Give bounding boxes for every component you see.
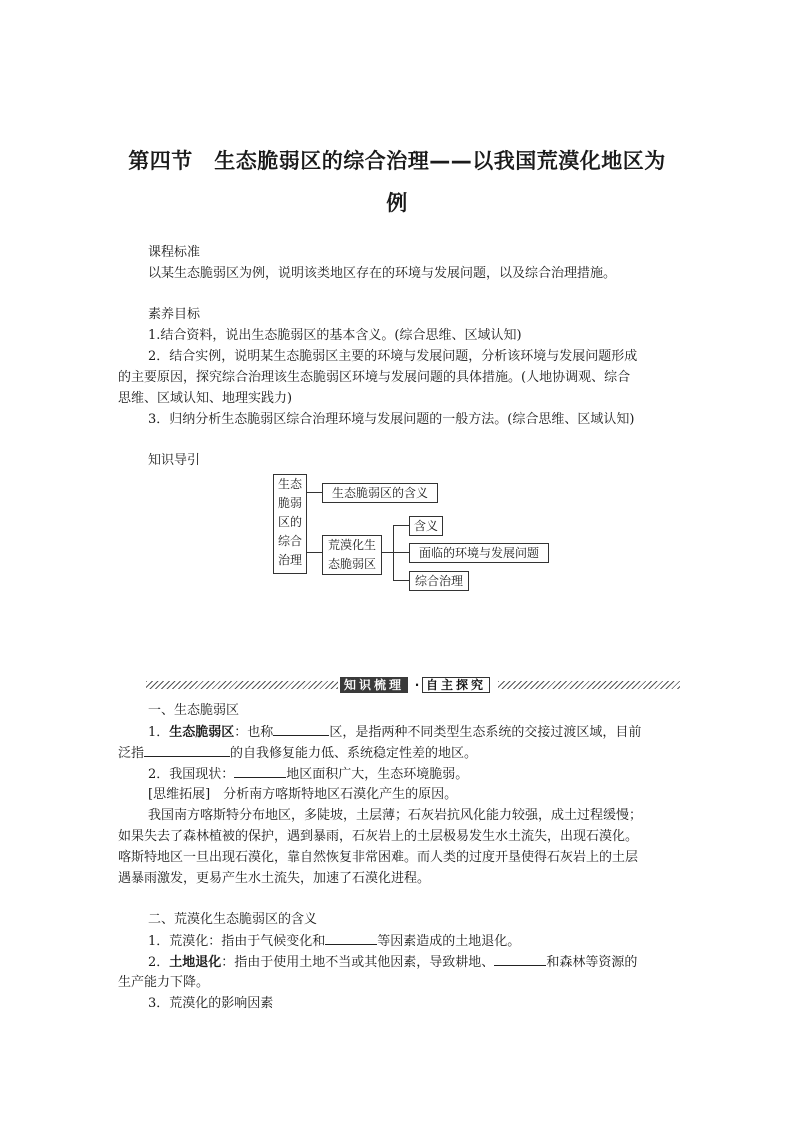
literacy-heading: 素养目标 [148,307,201,322]
fill-blank[interactable] [234,763,286,778]
banner-tag-left: 知识梳理 [340,677,408,693]
connector [306,492,322,493]
section-1-item-1 [148,721,641,743]
text: 泛指 [118,746,145,761]
extension-answer-line-2: 如果失去了森林植被的保护，遇到暴雨，石灰岩上的土层极易发生水土流失，出现石漠化。 [118,829,639,844]
fill-blank[interactable] [494,951,546,966]
text: 2．我国现状： [148,767,235,782]
fill-blank[interactable] [144,742,230,757]
page-title [100,140,694,224]
item-number: 1． [148,725,170,740]
section-2-item-3: 3．荒漠化的影响因素 [148,996,274,1011]
text: ：指由于使用土地不当或其他因素，导致耕地、 [221,955,495,970]
section-1-item-2 [148,763,468,785]
title-line-2: 例 [386,191,408,215]
diagram-branch-1: 生态脆弱区的含义 [322,483,438,503]
banner-hatch-left [146,681,338,689]
diagram-root-line: 区的 [277,515,302,529]
diagram-root-line: 生态 [277,477,302,491]
banner-tag-right: 自主探究 [422,677,490,693]
banner-dot: · [414,678,420,692]
text: 等因素造成的土地退化。 [377,934,521,949]
diagram-branch-2 [322,535,382,575]
literacy-goal-2-line-3: 思维、区域认知、地理实践力) [118,391,293,406]
section-2-item-2-cont: 生产能力下降。 [118,975,210,990]
text: 地区面积广大，生态环境脆弱。 [286,767,469,782]
section-2-heading: 二、荒漠化生态脆弱区的含义 [148,912,318,927]
banner-hatch-right [498,681,680,689]
literacy-goal-1: 1.结合资料，说出生态脆弱区的基本含义。(综合思维、区域认知) [148,328,522,343]
connector [393,525,394,581]
text: ：也称 [234,725,274,740]
diagram-root [273,474,307,574]
connector [393,580,409,581]
text: 区，是指两种不同类型生态系统的交接过渡区域，目前 [329,725,642,740]
curriculum-heading: 课程标准 [148,245,201,260]
diagram-root-line: 综合 [277,534,302,548]
section-banner [146,677,680,693]
connector [393,525,409,526]
diagram-leaf-3: 综合治理 [409,571,469,591]
guide-heading: 知识导引 [148,453,201,468]
diagram-root-line: 治理 [277,553,302,567]
connector [381,552,393,553]
section-1-heading: 一、生态脆弱区 [148,703,240,718]
section-2-item-1 [148,930,520,952]
literacy-goal-2-line-1: 2．结合实例，说明某生态脆弱区主要的环境与发展问题，分析该环境与发展问题形成 [148,349,638,364]
text: 和森林等资源的 [546,955,638,970]
section-2-item-2 [148,951,637,973]
fill-blank[interactable] [325,930,377,945]
extension-answer-line-4: 遇暴雨激发，更易产生水土流失，加速了石漠化进程。 [118,871,431,886]
title-line-1: 第四节 生态脆弱区的综合治理——以我国荒漠化地区为 [128,149,666,173]
term: 生态脆弱区 [169,725,235,740]
diagram-branch-2-line: 荒漠化生 [327,538,376,552]
extension-question: 分析南方喀斯特地区石漠化产生的原因。 [223,787,458,802]
literacy-goal-2-line-2: 的主要原因，探究综合治理该生态脆弱区环境与发展问题的具体措施。(人地协调观、综合 [118,370,631,385]
item-number: 2． [148,955,170,970]
diagram-leaf-1: 含义 [409,516,443,536]
extension-answer-line-3: 喀斯特地区一旦出现石漠化，靠自然恢复非常困难。而人类的过度开垦使得石灰岩上的土层 [118,850,639,865]
connector [393,552,409,553]
thinking-extension [148,784,457,805]
diagram-branch-2-line: 态脆弱区 [327,557,376,571]
curriculum-text: 以某生态脆弱区为例，说明该类地区存在的环境与发展问题，以及综合治理措施。 [148,266,617,281]
extension-answer-line-1: 我国南方喀斯特分布地区，多陡坡，土层薄；石灰岩抗风化能力较强，成土过程缓慢； [148,808,643,823]
text: 的自我修复能力低、系统稳定性差的地区。 [230,746,478,761]
literacy-goal-3: 3．归纳分析生态脆弱区综合治理环境与发展问题的一般方法。(综合思维、区域认知) [148,412,635,427]
extension-tag: [思维拓展] [148,787,211,802]
diagram-leaf-2: 面临的环境与发展问题 [409,543,549,563]
section-1-item-1-cont [118,742,477,764]
text: 1．荒漠化：指由于气候变化和 [148,934,326,949]
connector [306,552,322,553]
fill-blank[interactable] [273,721,329,736]
term: 土地退化 [169,955,222,970]
diagram-root-line: 脆弱 [277,496,302,510]
